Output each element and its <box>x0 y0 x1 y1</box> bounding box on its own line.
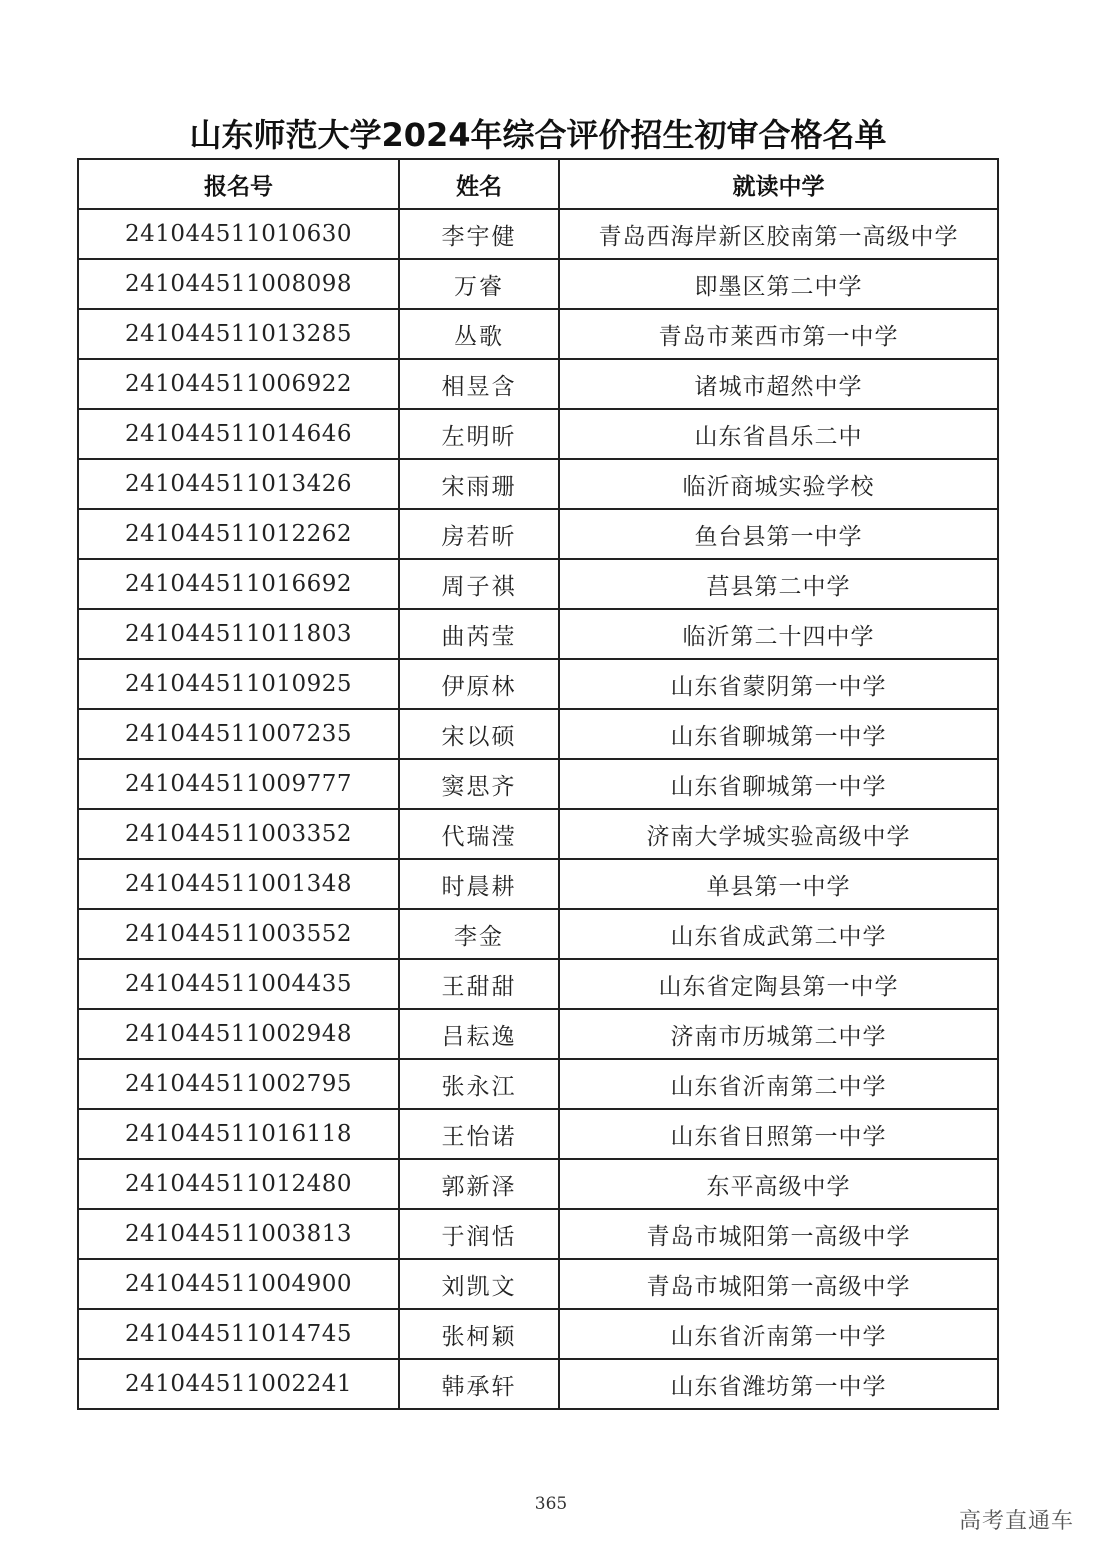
cell-registration-number: 241044511013426 <box>78 459 399 509</box>
cell-registration-number: 241044511003813 <box>78 1209 399 1259</box>
table-row <box>78 909 998 959</box>
cell-school: 临沂商城实验学校 <box>559 459 998 509</box>
cell-registration-number: 241044511006922 <box>78 359 399 409</box>
cell-registration-number: 241044511007235 <box>78 709 399 759</box>
table-row <box>78 1259 998 1309</box>
header-name: 姓名 <box>399 159 559 209</box>
table-row <box>78 609 998 659</box>
cell-school: 山东省潍坊第一中学 <box>559 1359 998 1409</box>
cell-name: 代瑞滢 <box>399 809 559 859</box>
cell-name: 曲芮莹 <box>399 609 559 659</box>
admission-list-table <box>77 158 999 1410</box>
cell-name: 宋雨珊 <box>399 459 559 509</box>
cell-name: 周子祺 <box>399 559 559 609</box>
page-number: 365 <box>534 1494 568 1514</box>
table-row <box>78 809 998 859</box>
table-row <box>78 1109 998 1159</box>
cell-name: 伊原林 <box>399 659 559 709</box>
cell-school: 莒县第二中学 <box>559 559 998 609</box>
header-registration-number: 报名号 <box>78 159 399 209</box>
cell-school: 青岛市城阳第一高级中学 <box>559 1209 998 1259</box>
cell-registration-number: 241044511010630 <box>78 209 399 259</box>
table-row <box>78 459 998 509</box>
cell-school: 山东省日照第一中学 <box>559 1109 998 1159</box>
header-school: 就读中学 <box>559 159 998 209</box>
cell-name: 左明昕 <box>399 409 559 459</box>
cell-school: 山东省聊城第一中学 <box>559 759 998 809</box>
cell-school: 诸城市超然中学 <box>559 359 998 409</box>
cell-registration-number: 241044511009777 <box>78 759 399 809</box>
table-row <box>78 959 998 1009</box>
cell-registration-number: 241044511003352 <box>78 809 399 859</box>
cell-name: 房若昕 <box>399 509 559 559</box>
cell-name: 刘凯文 <box>399 1259 559 1309</box>
cell-registration-number: 241044511012262 <box>78 509 399 559</box>
cell-school: 青岛市莱西市第一中学 <box>559 309 998 359</box>
cell-registration-number: 241044511016118 <box>78 1109 399 1159</box>
cell-name: 宋以硕 <box>399 709 559 759</box>
cell-registration-number: 241044511002948 <box>78 1009 399 1059</box>
cell-name: 吕耘逸 <box>399 1009 559 1059</box>
table-row <box>78 759 998 809</box>
cell-school: 单县第一中学 <box>559 859 998 909</box>
table-row <box>78 359 998 409</box>
cell-school: 济南大学城实验高级中学 <box>559 809 998 859</box>
cell-registration-number: 241044511014646 <box>78 409 399 459</box>
table-row <box>78 209 998 259</box>
table-row <box>78 1209 998 1259</box>
cell-name: 时晨耕 <box>399 859 559 909</box>
cell-name: 相昱含 <box>399 359 559 409</box>
table-row <box>78 1159 998 1209</box>
cell-school: 山东省沂南第一中学 <box>559 1309 998 1359</box>
table-row <box>78 409 998 459</box>
table-row <box>78 559 998 609</box>
cell-school: 青岛市城阳第一高级中学 <box>559 1259 998 1309</box>
table-row <box>78 709 998 759</box>
cell-name: 郭新泽 <box>399 1159 559 1209</box>
cell-registration-number: 241044511010925 <box>78 659 399 709</box>
cell-name: 韩承轩 <box>399 1359 559 1409</box>
cell-name: 王甜甜 <box>399 959 559 1009</box>
cell-registration-number: 241044511002241 <box>78 1359 399 1409</box>
table-row <box>78 259 998 309</box>
cell-name: 丛歌 <box>399 309 559 359</box>
cell-school: 山东省蒙阴第一中学 <box>559 659 998 709</box>
cell-registration-number: 241044511002795 <box>78 1059 399 1109</box>
table-row <box>78 1059 998 1109</box>
cell-school: 山东省沂南第二中学 <box>559 1059 998 1109</box>
table-row <box>78 1359 998 1409</box>
table-row <box>78 659 998 709</box>
cell-school: 即墨区第二中学 <box>559 259 998 309</box>
cell-registration-number: 241044511004900 <box>78 1259 399 1309</box>
cell-registration-number: 241044511016692 <box>78 559 399 609</box>
cell-registration-number: 241044511012480 <box>78 1159 399 1209</box>
cell-school: 山东省聊城第一中学 <box>559 709 998 759</box>
cell-registration-number: 241044511001348 <box>78 859 399 909</box>
cell-registration-number: 241044511004435 <box>78 959 399 1009</box>
table-row <box>78 309 998 359</box>
cell-name: 于润恬 <box>399 1209 559 1259</box>
cell-school: 济南市历城第二中学 <box>559 1009 998 1059</box>
cell-registration-number: 241044511013285 <box>78 309 399 359</box>
cell-name: 万睿 <box>399 259 559 309</box>
cell-school: 临沂第二十四中学 <box>559 609 998 659</box>
cell-registration-number: 241044511008098 <box>78 259 399 309</box>
cell-school: 鱼台县第一中学 <box>559 509 998 559</box>
watermark-text: 高考直通车 <box>958 1509 1074 1534</box>
cell-name: 王怡诺 <box>399 1109 559 1159</box>
table-row <box>78 1009 998 1059</box>
cell-school: 青岛西海岸新区胶南第一高级中学 <box>559 209 998 259</box>
table-row <box>78 1309 998 1359</box>
table-row <box>78 509 998 559</box>
table-body <box>78 209 998 1409</box>
cell-school: 东平高级中学 <box>559 1159 998 1209</box>
cell-school: 山东省成武第二中学 <box>559 909 998 959</box>
cell-school: 山东省昌乐二中 <box>559 409 998 459</box>
document-title: 山东师范大学2024年综合评价招生初审合格名单 <box>189 116 887 154</box>
cell-name: 张柯颖 <box>399 1309 559 1359</box>
table-row <box>78 859 998 909</box>
cell-name: 李金 <box>399 909 559 959</box>
table-header-row <box>78 159 998 209</box>
cell-registration-number: 241044511011803 <box>78 609 399 659</box>
cell-school: 山东省定陶县第一中学 <box>559 959 998 1009</box>
cell-registration-number: 241044511014745 <box>78 1309 399 1359</box>
cell-name: 张永江 <box>399 1059 559 1109</box>
cell-name: 窦思齐 <box>399 759 559 809</box>
cell-name: 李宇健 <box>399 209 559 259</box>
cell-registration-number: 241044511003552 <box>78 909 399 959</box>
